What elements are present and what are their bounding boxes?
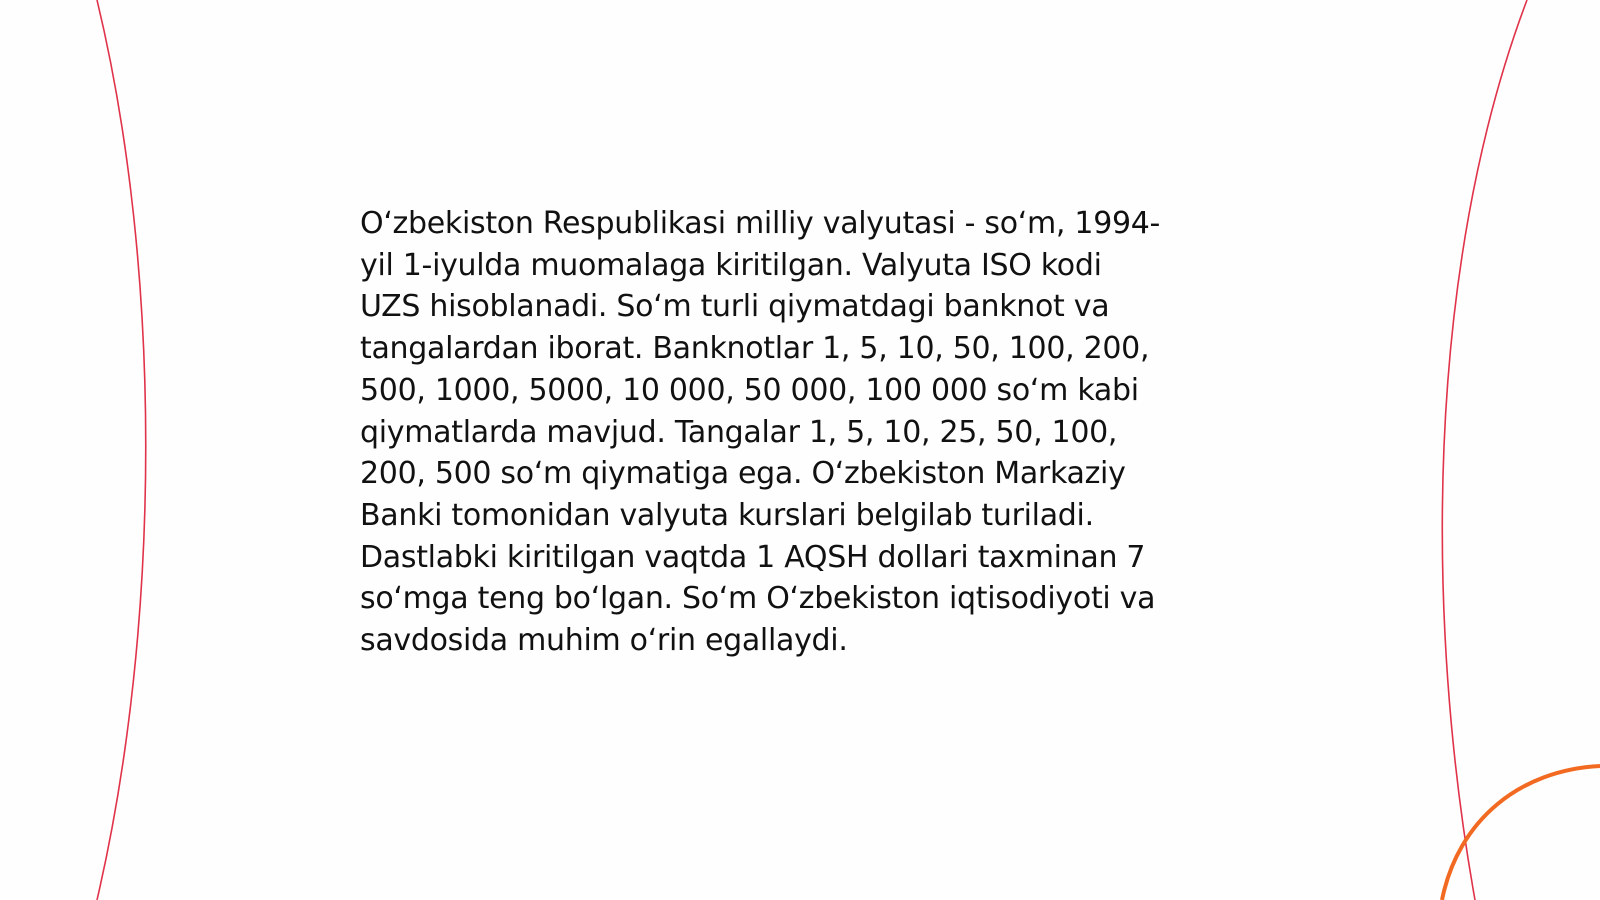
orange-circle-decoration	[1442, 766, 1600, 900]
left-arc-decoration	[97, 0, 146, 900]
right-arc-decoration	[1442, 0, 1527, 900]
body-text: Oʻzbekiston Respublikasi milliy valyutasi - soʻm, 1994- yil 1-iyulda muomalaga kiritilgan. Valyuta ISO kodi UZS hisoblanadi. Soʻm turli qiymatdagi banknot va tangalardan iborat. Banknotlar 1, 5, 10, 50, 100, 200, 500, 1000, 5000, 10 000, 50 000, 100 000 soʻm kabi qiymatlarda mavjud. Tangalar 1, 5, 10, 25, 50, 100, 200, 500 soʻm qiymatiga ega. Oʻzbekiston Markaziy Banki tomonidan valyuta kurslari belgilab turiladi. Dastlabki kiritilgan vaqtda 1 AQSH dollari taxminan 7 soʻmga teng boʻlgan. Soʻm Oʻzbekiston iqtisodiyoti va savdosida muhim oʻrin egallaydi.	[360, 206, 1161, 659]
